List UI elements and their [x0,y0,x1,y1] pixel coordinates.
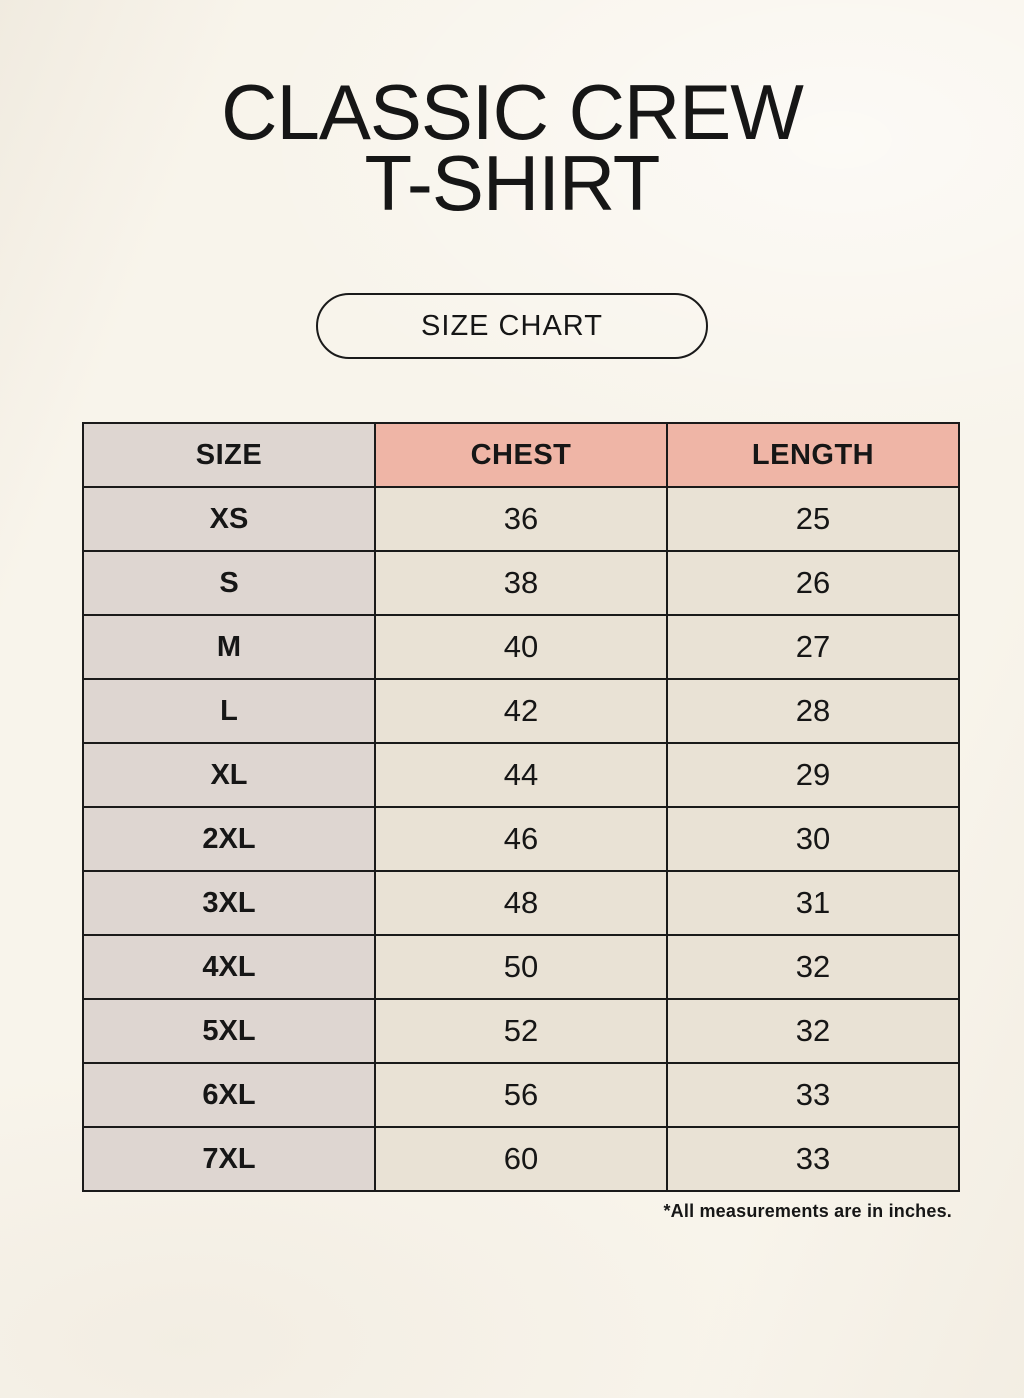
page-title-line-2: T-SHIRT [364,139,660,227]
table-row [83,679,959,743]
chest-value-cell: 40 [375,615,667,679]
chest-value-cell: 50 [375,935,667,999]
table-row [83,487,959,551]
length-value-cell: 31 [667,871,959,935]
table-row [83,1063,959,1127]
size-label-cell: S [83,551,375,615]
size-label-cell: 6XL [83,1063,375,1127]
page-title [0,68,1024,227]
column-header-size: SIZE [83,423,375,487]
length-value-cell: 33 [667,1063,959,1127]
chest-value-cell: 36 [375,487,667,551]
chest-value-cell: 60 [375,1127,667,1191]
length-value-cell: 28 [667,679,959,743]
size-label-cell: 3XL [83,871,375,935]
size-chart-page [0,68,1024,1222]
length-value-cell: 32 [667,999,959,1063]
table-header-row [83,423,959,487]
chest-value-cell: 52 [375,999,667,1063]
measurements-footnote: *All measurements are in inches. [663,1201,952,1221]
size-label-cell: 4XL [83,935,375,999]
table-row [83,743,959,807]
chest-value-cell: 44 [375,743,667,807]
table-row [83,871,959,935]
chest-value-cell: 56 [375,1063,667,1127]
chest-value-cell: 48 [375,871,667,935]
table-body [83,487,959,1191]
length-value-cell: 25 [667,487,959,551]
table-row [83,1127,959,1191]
size-chart-button[interactable]: SIZE CHART [316,293,708,359]
size-label-cell: 5XL [83,999,375,1063]
size-chart-table [82,422,960,1192]
table-row [83,935,959,999]
size-label-cell: XS [83,487,375,551]
chest-value-cell: 46 [375,807,667,871]
column-header-length: LENGTH [667,423,959,487]
chest-value-cell: 42 [375,679,667,743]
size-label-cell: 2XL [83,807,375,871]
table-row [83,551,959,615]
length-value-cell: 33 [667,1127,959,1191]
length-value-cell: 30 [667,807,959,871]
size-label-cell: M [83,615,375,679]
column-header-chest: CHEST [375,423,667,487]
size-label-cell: XL [83,743,375,807]
table-head [83,423,959,487]
table-row [83,615,959,679]
size-chart-button-row [0,293,1024,359]
size-label-cell: 7XL [83,1127,375,1191]
length-value-cell: 27 [667,615,959,679]
table-row [83,807,959,871]
length-value-cell: 32 [667,935,959,999]
length-value-cell: 26 [667,551,959,615]
chest-value-cell: 38 [375,551,667,615]
length-value-cell: 29 [667,743,959,807]
size-label-cell: L [83,679,375,743]
page-title-line-1: CLASSIC CREW [221,68,803,156]
table-row [83,999,959,1063]
